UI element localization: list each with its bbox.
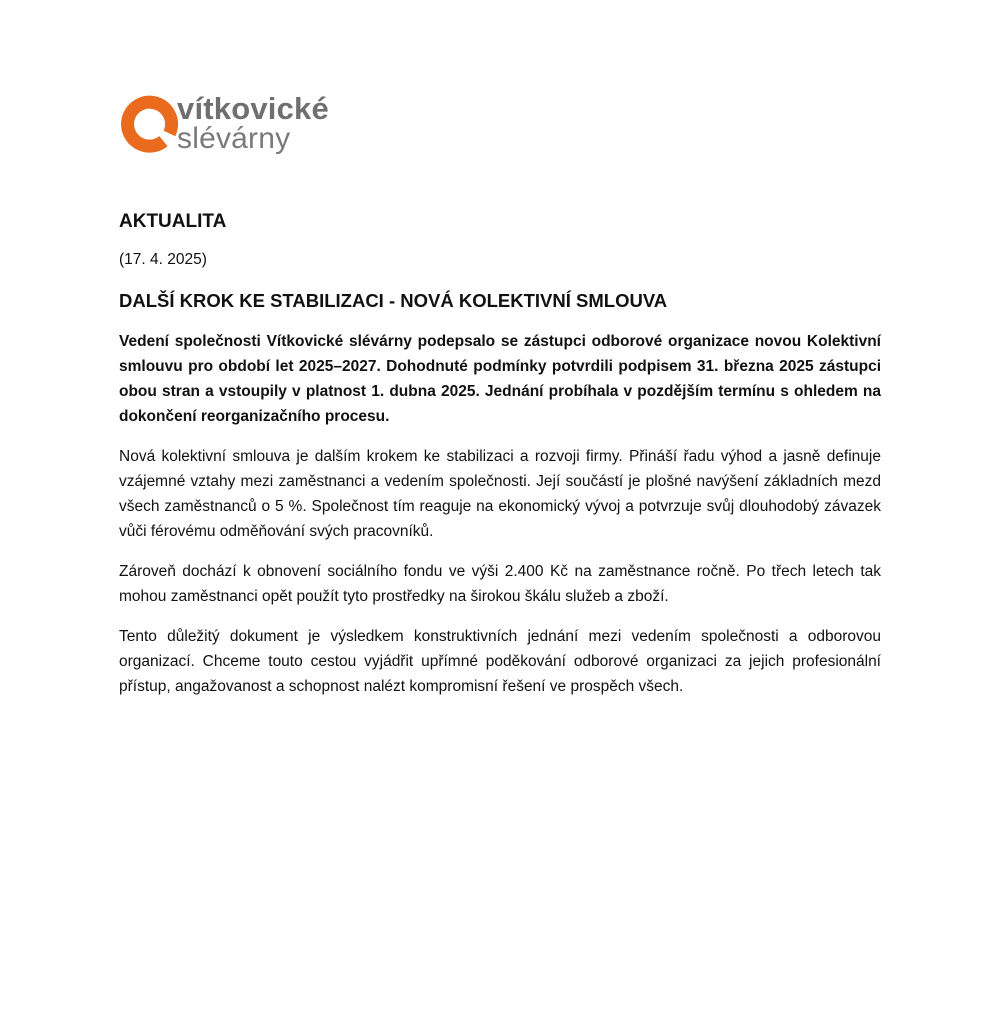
logo-wordmark-line2: slévárny xyxy=(177,122,291,155)
press-release xyxy=(119,207,881,699)
lead-paragraph: Vedení společnosti Vítkovické slévárny podepsalo se zástupci odborové organizace novou Kolektivní smlouvu pro období let 2025–2027. Dohodnuté podmínky potvrdili podpisem 31. března 2025 zástupci obou stran a vstoupily v platnost 1. dubna 2025. Jednání probíhala v pozdějším termínu s ohledem na dokončení reorganizačního procesu. xyxy=(119,333,881,425)
publication-date: (17. 4. 2025) xyxy=(119,251,207,268)
logo-wordmark-line1: vítkovické xyxy=(177,91,329,126)
body-paragraph-3: Tento důležitý dokument je výsledkem konstruktivních jednání mezi vedením společnosti a odborovou organizací. Chceme touto cestou vyjádřit upřímné poděkování odborové organizaci za jejich profesionální přístup, angažovanost a schopnost nalézt kompromisní řešení ve prospěch všech. xyxy=(119,628,881,695)
headline: DALŠÍ KROK KE STABILIZACI - NOVÁ KOLEKTIVNÍ SMLOUVA xyxy=(119,290,668,311)
body-paragraph-2: Zároveň dochází k obnovení sociálního fondu ve výši 2.400 Kč na zaměstnance ročně. Po třech letech tak mohou zaměstnanci opět použít tyto prostředky na širokou škálu služeb a zboží. xyxy=(119,563,881,605)
section-label: AKTUALITA xyxy=(119,211,227,232)
logo-ring-icon xyxy=(120,94,180,154)
company-logo xyxy=(120,92,380,162)
body-paragraph-1: Nová kolektivní smlouva je dalším krokem ke stabilizaci a rozvoji firmy. Přináší řadu výhod a jasně definuje vzájemné vztahy mezi zaměstnanci a vedením společnosti. Její součástí je plošné navýšení základních mezd všech zaměstnanců o 5 %. Společnost tím reaguje na ekonomický vývoj a potvrzuje svůj dlouhodobý závazek vůči férovému odměňování svých pracovníků. xyxy=(119,448,881,540)
